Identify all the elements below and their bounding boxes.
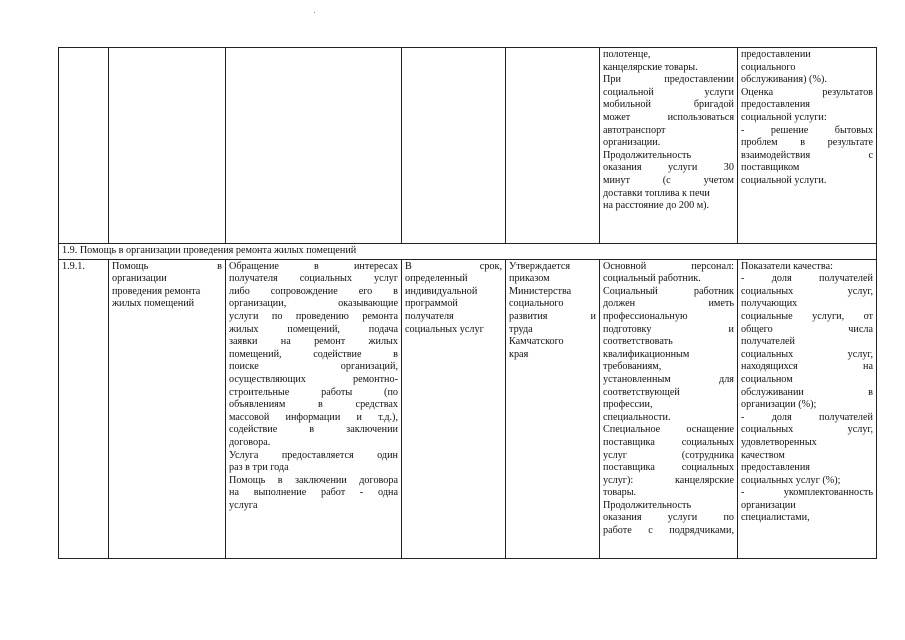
row-number: 1.9.1. [59, 259, 109, 558]
text-line: Оценка результатов [741, 86, 873, 98]
quality-indicators [738, 259, 877, 558]
text-line: края [509, 348, 529, 360]
text-line: услуг): канцелярские [603, 474, 734, 486]
text-line: специальности. [603, 411, 671, 423]
text-line: индивидуальной [405, 285, 478, 297]
text-line: минут (с учетом [603, 174, 734, 186]
text-line: социальных услуг (%); [741, 474, 841, 486]
cell-tariff [506, 48, 600, 244]
service-tariff [506, 259, 600, 558]
text-line: предоставления [741, 462, 810, 474]
text-line: взаимодействия с [741, 149, 873, 161]
text-line: услуги по проведению ремонта [229, 310, 398, 322]
text-line: проблем в результате [741, 137, 873, 149]
text-line: должен иметь [603, 298, 734, 310]
text-line: получателей [741, 336, 796, 348]
text-line: полотенце, [603, 49, 651, 60]
text-line: социальных услуг, [741, 348, 873, 360]
cell-conditions [600, 48, 738, 244]
cell-indicators [738, 48, 877, 244]
text-line: организации [741, 499, 796, 511]
text-line: услуг (сотрудника [603, 449, 734, 461]
text-line: мобильной бригадой [603, 99, 734, 111]
text-line: обслуживания) (%). [741, 74, 827, 86]
text-line: оказания услуги 30 [603, 162, 734, 174]
text-line: социальные услуги, от [741, 310, 873, 322]
cell-description [226, 48, 402, 244]
text-line: получателя [405, 310, 454, 322]
text-line: услуга [229, 499, 258, 511]
text-line: доставки топлива к печи [603, 187, 710, 199]
text-line: поставщика социальных [603, 462, 734, 474]
text-line: Помощь в заключении договора [229, 474, 398, 486]
text-line: поиске организаций, [229, 361, 398, 373]
text-line: Основной персонал: [603, 260, 734, 272]
text-line: организации, оказывающие [229, 298, 398, 310]
text-line: Помощь в [112, 260, 222, 272]
text-line: социальном [741, 373, 793, 385]
text-line: Обращение в интересах [229, 260, 398, 272]
text-line: находящихся на [741, 361, 873, 373]
text-line: на выполнение работ - одна [229, 487, 398, 499]
text-line: Утверждается [509, 260, 571, 272]
text-line: - решение бытовых [741, 124, 873, 136]
text-line: требованиям, [603, 361, 662, 373]
text-line: осуществляющих ремонтно- [229, 373, 398, 385]
text-line: либо сопровождение его в [229, 285, 398, 297]
text-line: может использоваться [603, 111, 734, 123]
text-line: труда [509, 323, 533, 335]
text-line: организации. [603, 137, 661, 149]
text-line: оказания услуги по [603, 512, 734, 524]
service-term [402, 259, 506, 558]
text-line: социального [741, 61, 796, 73]
text-line: подготовку и [603, 323, 734, 335]
text-line: развития и [509, 310, 596, 322]
text-line: получателя социальных услуг [229, 273, 398, 285]
text-line: договора. [229, 436, 271, 448]
text-line: социального [509, 298, 564, 310]
text-line: приказом [509, 273, 550, 285]
cell-service-name [109, 48, 226, 244]
continuation-row [59, 48, 877, 244]
text-line: социальной услуги [603, 86, 734, 98]
text-line: организации [112, 273, 167, 285]
text-line: удовлетворенных [741, 436, 817, 448]
text-line: социальных услуг, [741, 424, 873, 436]
section-heading-row [59, 244, 877, 260]
text-line: поставщиком [741, 162, 800, 174]
text-line: установленным для [603, 373, 734, 385]
text-line: - доля получателей [741, 273, 873, 285]
text-line: заявки на ремонт жилых [229, 336, 398, 348]
text-line: Услуга предоставляется один [229, 449, 398, 461]
text-line: социальной услуги. [741, 174, 827, 186]
text-line: социальной услуги: [741, 111, 827, 123]
text-line: предоставления [741, 99, 810, 111]
service-description [226, 259, 402, 558]
text-line: В срок, [405, 260, 502, 272]
text-line: Показатели качества: [741, 260, 833, 272]
text-line: соответствующей [603, 386, 680, 398]
text-line: организации (%); [741, 399, 817, 411]
text-line: помещений, содействие в [229, 348, 398, 360]
text-line: При предоставлении [603, 74, 734, 86]
text-line: жилых помещений, подача [229, 323, 398, 335]
text-line: проведения ремонта [112, 285, 201, 297]
text-line: - укомплектованность [741, 487, 873, 499]
text-line: социальных услуг, [741, 285, 873, 297]
text-line: содействие в заключении [229, 424, 398, 436]
text-line: раз в три года [229, 462, 289, 474]
text-line: поставщика социальных [603, 436, 734, 448]
text-line: на расстояние до 200 м). [603, 200, 710, 212]
text-line: Камчатского [509, 336, 564, 348]
text-line: автотранспорт [603, 124, 666, 136]
text-line: социальный работник. [603, 273, 701, 285]
text-line: социальных услуг [405, 323, 484, 335]
text-line: - доля получателей [741, 411, 873, 423]
text-line: профессии, [603, 399, 653, 411]
text-line: профессиональную [603, 310, 688, 322]
text-line: Социальный работник [603, 285, 734, 297]
text-line: общего числа [741, 323, 873, 335]
scan-speck [314, 12, 315, 13]
service-conditions [600, 259, 738, 558]
section-heading: 1.9. Помощь в организации проведения ремонта жилых помещений [59, 244, 877, 260]
text-line: товары. [603, 487, 637, 499]
text-line: качеством [741, 449, 785, 461]
cell-number [59, 48, 109, 244]
text-line: Министерства [509, 285, 572, 297]
text-line: квалификационным [603, 348, 690, 360]
services-standard-table [58, 47, 877, 559]
service-name [109, 259, 226, 558]
cell-term [402, 48, 506, 244]
text-line: определенный [405, 273, 468, 285]
text-line: массовой информации и т.д.), [229, 411, 398, 423]
text-line: жилых помещений [112, 298, 195, 310]
text-line: канцелярские товары. [603, 61, 698, 73]
text-line: обслуживании в [741, 386, 873, 398]
text-line: строительные работы (по [229, 386, 398, 398]
text-line: получающих [741, 298, 798, 310]
text-line: специалистами, [741, 512, 810, 524]
text-line: программой [405, 298, 458, 310]
text-line: Продолжительность [603, 149, 692, 161]
text-line: работе с подрядчиками, [603, 525, 734, 537]
text-line: объявлениям в средствах [229, 399, 398, 411]
text-line: Продолжительность [603, 499, 692, 511]
text-line: Специальное оснащение [603, 424, 734, 436]
text-line: соответствовать [603, 336, 673, 348]
text-line: предоставлении [741, 49, 811, 60]
table-row [59, 259, 877, 558]
